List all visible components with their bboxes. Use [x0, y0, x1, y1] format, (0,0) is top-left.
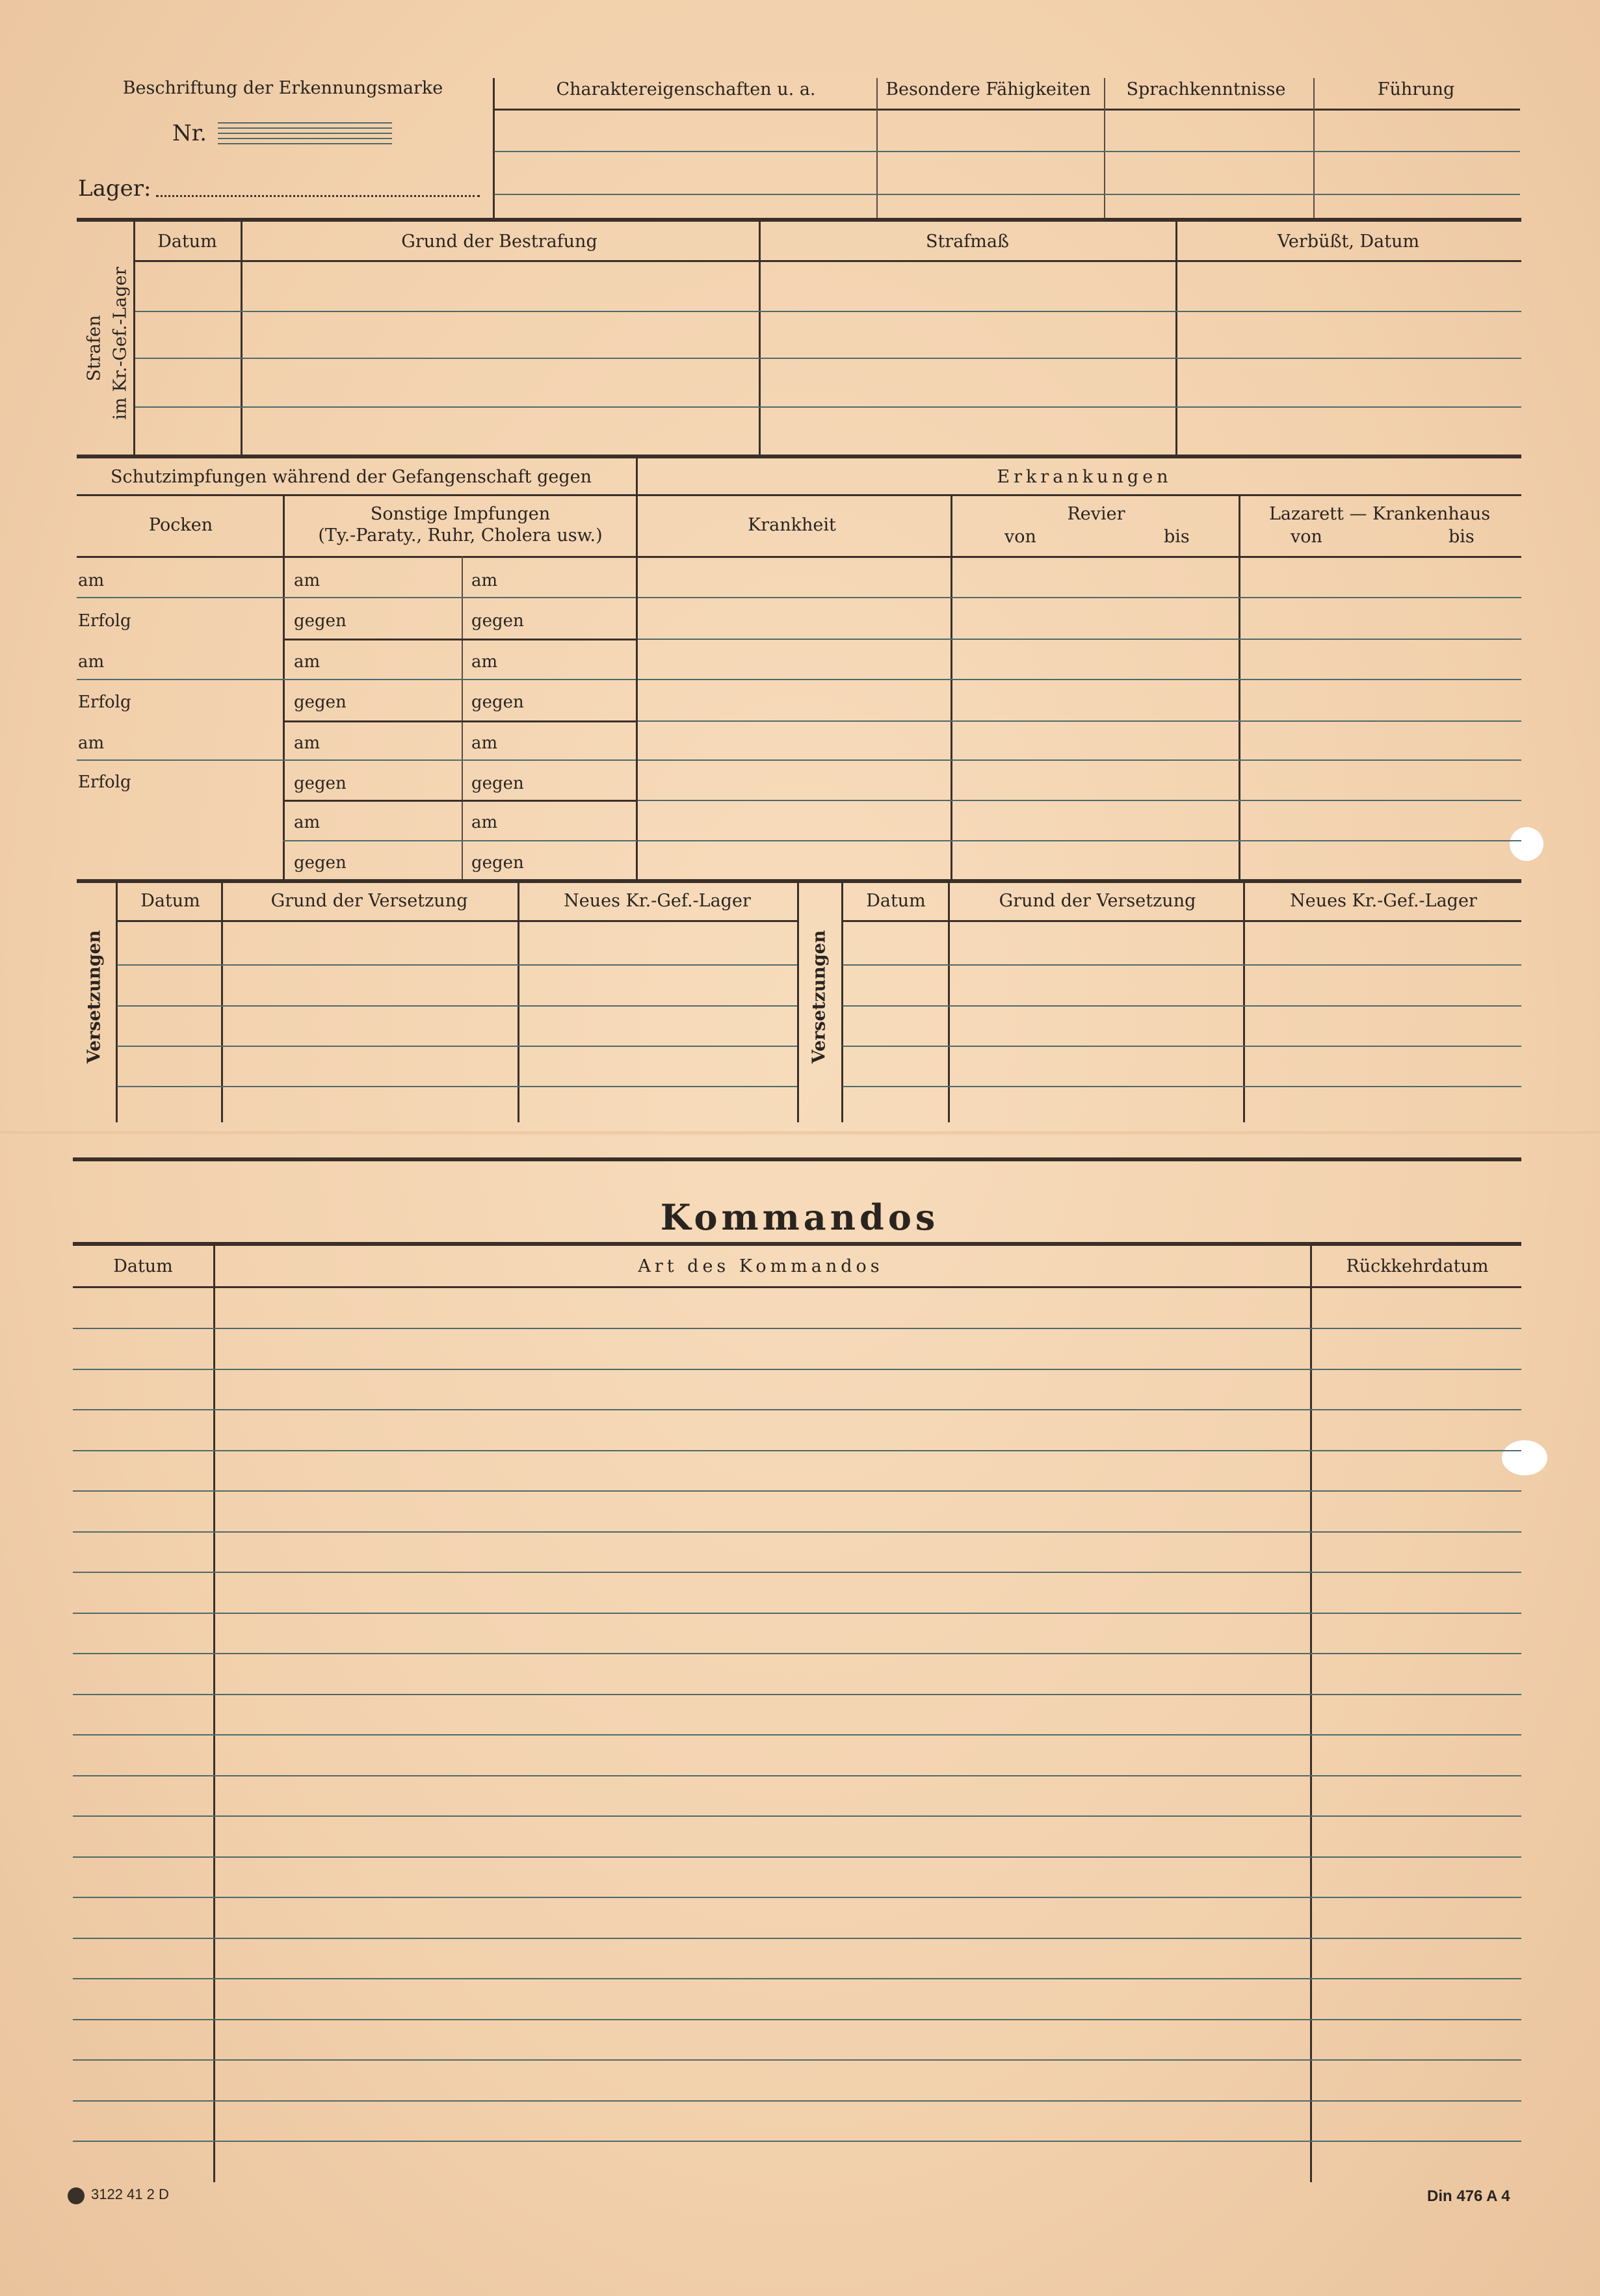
- impf-r3-c1: gegen: [294, 693, 347, 712]
- strafen-col-grund: Grund der Bestrafung: [401, 231, 597, 252]
- lazarett-bis: bis: [1449, 527, 1475, 547]
- impf-r5-c2: gegen: [471, 774, 524, 793]
- impf-r6-c2: am: [471, 813, 498, 832]
- versetzungen-side-label-right: Versetzungen: [809, 930, 830, 1064]
- kommandos-row-line: [73, 2141, 1521, 2142]
- impf-r7-c1: gegen: [294, 853, 347, 873]
- kommandos-row-line: [73, 2059, 1521, 2061]
- kommandos-col-art: Art des Kommandos: [638, 1256, 884, 1276]
- erkrankungen-header: Erkrankungen: [997, 467, 1172, 487]
- kommandos-row-line: [73, 2019, 1521, 2020]
- nr-label: Nr.: [172, 120, 207, 146]
- strafen-col-verbuesst: Verbüßt, Datum: [1277, 231, 1420, 252]
- col-charakter: Charaktereigenschaften u. a.: [556, 79, 816, 99]
- punch-hole-upper: [1510, 827, 1543, 861]
- kommandos-col-datum: Datum: [113, 1256, 173, 1276]
- pocken-header: Pocken: [148, 515, 213, 535]
- kommandos-row-line: [73, 1856, 1521, 1858]
- punch-hole-lower: [1502, 1440, 1547, 1475]
- vers-right-col-datum: Datum: [866, 891, 926, 911]
- impf-r0-c2: am: [471, 571, 498, 590]
- impf-r0-c1: am: [294, 571, 321, 590]
- sonstige-header-1: Sonstige Impfungen: [370, 504, 551, 524]
- kommandos-row-line: [73, 1369, 1521, 1370]
- vers-left-col-datum: Datum: [140, 891, 200, 911]
- vers-left-col-lager: Neues Kr.-Gef.-Lager: [564, 891, 751, 911]
- lager-label: Lager:: [78, 176, 151, 202]
- kommandos-row-line: [73, 1531, 1521, 1533]
- impf-r2-c2: am: [471, 652, 498, 672]
- publisher-emblem-icon: [68, 2187, 85, 2204]
- paper-fold: [0, 1131, 1600, 1135]
- impf-r3-c0: Erfolg: [78, 693, 131, 712]
- impf-r3-c2: gegen: [471, 693, 524, 712]
- impf-r4-c0: am: [78, 733, 105, 753]
- impf-r1-c0: Erfolg: [78, 611, 131, 631]
- impf-r2-c1: am: [294, 652, 321, 672]
- vers-right-col-lager: Neues Kr.-Gef.-Lager: [1290, 891, 1477, 911]
- kommandos-row-line: [73, 1328, 1521, 1329]
- impfungen-header: Schutzimpfungen während der Gefangenschaft gegen: [111, 467, 592, 487]
- lager-field[interactable]: [156, 195, 480, 197]
- versetzungen-side-label-left: Versetzungen: [84, 930, 105, 1064]
- strafen-col-strafmass: Strafmaß: [925, 231, 1010, 252]
- kommandos-row-line: [73, 1653, 1521, 1654]
- krankheit-header: Krankheit: [748, 515, 836, 535]
- din-label: Din 476 A 4: [1427, 2187, 1510, 2205]
- impf-r1-c1: gegen: [294, 611, 347, 631]
- impf-r6-c1: am: [294, 813, 321, 832]
- impf-r0-c0: am: [78, 571, 105, 590]
- kommandos-row-line: [73, 1450, 1521, 1451]
- kommandos-row-line: [73, 1409, 1521, 1410]
- form-number: 3122 41 2 D: [91, 2186, 169, 2202]
- kommandos-row-line: [73, 1978, 1521, 1979]
- revier-header: Revier: [1067, 504, 1125, 524]
- col-fuehrung: Führung: [1377, 79, 1455, 99]
- kommandos-row-line: [73, 1613, 1521, 1614]
- kommandos-row-line: [73, 2100, 1521, 2102]
- kommandos-row-line: [73, 1734, 1521, 1735]
- kommandos-row-line: [73, 1490, 1521, 1492]
- kommandos-row-line: [73, 1572, 1521, 1573]
- impf-r4-c1: am: [294, 733, 321, 753]
- revier-bis: bis: [1164, 527, 1190, 547]
- strafen-col-datum: Datum: [157, 231, 217, 252]
- erkennungsmarke-header: Beschriftung der Erkennungsmarke: [122, 78, 443, 98]
- kommandos-title: Kommandos: [660, 1196, 939, 1238]
- sonstige-header-2: (Ty.-Paraty., Ruhr, Cholera usw.): [318, 525, 603, 546]
- revier-von: von: [1004, 527, 1036, 547]
- impf-r5-c0: Erfolg: [78, 772, 131, 792]
- col-sprachkenntnisse: Sprachkenntnisse: [1126, 79, 1286, 99]
- impf-r4-c2: am: [471, 733, 498, 753]
- strafen-side-label-2: im Kr.-Gef.-Lager: [110, 267, 131, 420]
- lazarett-von: von: [1291, 527, 1322, 547]
- impf-r5-c1: gegen: [294, 774, 347, 793]
- kommandos-row-line: [73, 1694, 1521, 1695]
- kommandos-row-line: [73, 1815, 1521, 1817]
- vers-right-col-grund: Grund der Versetzung: [999, 891, 1196, 911]
- lazarett-header: Lazarett — Krankenhaus: [1268, 504, 1491, 524]
- kommandos-row-line: [73, 1938, 1521, 1939]
- impf-r1-c2: gegen: [471, 611, 524, 631]
- impf-r7-c2: gegen: [471, 853, 524, 873]
- kommandos-col-rueckkehr: Rückkehrdatum: [1346, 1256, 1489, 1276]
- vers-left-col-grund: Grund der Versetzung: [270, 891, 468, 911]
- kommandos-row-line: [73, 1775, 1521, 1776]
- kommandos-row-line: [73, 1897, 1521, 1898]
- impf-r2-c0: am: [78, 652, 105, 672]
- strafen-side-label-1: Strafen: [84, 315, 105, 382]
- col-faehigkeiten: Besondere Fähigkeiten: [885, 79, 1091, 99]
